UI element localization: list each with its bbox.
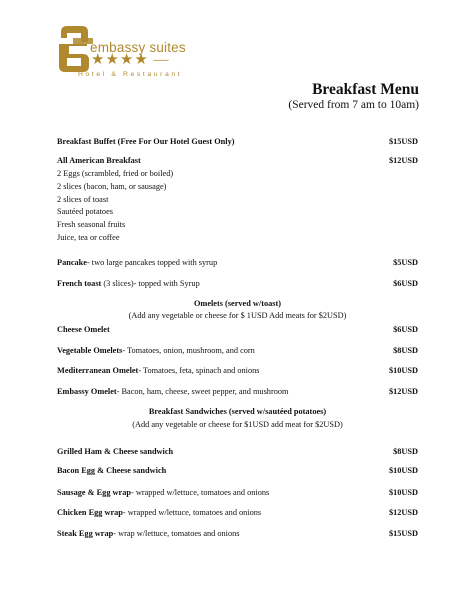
menu-item-buffet: [57, 136, 418, 147]
menu-item-bacon-egg-cheese: [57, 465, 418, 476]
menu-item-chicken-egg-wrap: [57, 507, 418, 518]
menu-item-french-toast: [57, 278, 418, 289]
item-price: $15USD: [388, 529, 418, 538]
logo-subtitle: Hotel & Restaurant: [78, 71, 183, 78]
menu-item-mediterranean-omelet: [57, 365, 418, 376]
item-desc: - Bacon, ham, cheese, sweet pepper, and mushroom: [116, 387, 289, 396]
section-note-sandwiches: (Add any vegetable or cheese for $1USD add meat for $2USD): [132, 420, 343, 429]
page-title: Breakfast Menu: [312, 81, 419, 98]
menu-item-embassy-omelet: [57, 386, 418, 397]
menu-item-all-american: [57, 155, 418, 166]
menu-item-sausage-egg-wrap: [57, 487, 418, 498]
item-desc: (3 slices)- topped with Syrup: [101, 279, 200, 288]
list-item: Sautéed potatoes: [57, 207, 113, 216]
item-name: Cheese Omelet: [57, 325, 110, 334]
item-name: Mediterranean Omelet: [57, 366, 139, 375]
section-heading-sandwiches: Breakfast Sandwiches (served w/sautéed potatoes): [148, 407, 327, 416]
item-price: $10USD: [388, 488, 418, 497]
item-price: $5USD: [393, 258, 418, 267]
item-name: Embassy Omelet: [57, 387, 117, 396]
item-name: Vegetable Omelets: [57, 346, 123, 355]
item-price: $8USD: [393, 346, 418, 355]
menu-item-vegetable-omelet: [57, 345, 418, 356]
menu-item-pancake: [57, 257, 418, 268]
list-item: 2 slices (bacon, ham, or sausage): [57, 182, 167, 191]
item-name: Grilled Ham & Cheese sandwich: [57, 447, 174, 456]
logo-stars: ★★★★ —: [91, 52, 170, 68]
list-item: Fresh seasonal fruits: [57, 220, 126, 229]
item-desc: - Tomatoes, feta, spinach and onions: [138, 366, 260, 375]
item-desc: - wrapped w/lettuce, tomatoes and onions: [122, 508, 262, 517]
page-subtitle: (Served from 7 am to 10am): [288, 99, 419, 111]
item-desc: - two large pancakes topped with syrup: [86, 258, 218, 267]
list-item: Juice, tea or coffee: [57, 233, 120, 242]
item-price: $8USD: [393, 447, 418, 456]
item-name: Breakfast Buffet (Free For Our Hotel Guest Only): [57, 137, 235, 146]
item-price: $10USD: [388, 466, 418, 475]
menu-item-cheese-omelet: [57, 324, 418, 335]
item-price: $12USD: [388, 156, 418, 165]
item-desc: - wrap w/lettuce, tomatoes and onions: [113, 529, 240, 538]
list-item: 2 slices of toast: [57, 195, 109, 204]
item-price: $15USD: [388, 137, 418, 146]
list-item: 2 Eggs (scrambled, fried or boiled): [57, 169, 174, 178]
item-name: Bacon Egg & Cheese sandwich: [57, 466, 167, 475]
section-note-omelets: (Add any vegetable or cheese for $ 1USD Add meats for $2USD): [128, 311, 347, 320]
item-price: $12USD: [388, 508, 418, 517]
menu-item-grilled-ham-cheese: [57, 446, 418, 457]
item-price: $12USD: [388, 387, 418, 396]
item-desc: - Tomatoes, onion, mushroom, and corn: [122, 346, 255, 355]
item-desc: - wrapped w/lettuce, tomatoes and onions: [131, 488, 270, 497]
menu-item-steak-egg-wrap: [57, 528, 418, 539]
item-price: $6USD: [393, 325, 418, 334]
logo-name: embassy suites: [90, 40, 186, 55]
item-price: $10USD: [388, 366, 418, 375]
section-heading-omelets: Omelets (served w/toast): [193, 299, 282, 308]
item-name: Sausage & Egg wrap: [57, 488, 131, 497]
item-name: Pancake: [57, 258, 87, 267]
item-name: All American Breakfast: [57, 156, 141, 165]
item-name: Steak Egg wrap: [57, 529, 114, 538]
item-price: $6USD: [393, 279, 418, 288]
item-name: Chicken Egg wrap: [57, 508, 123, 517]
item-name: French toast: [57, 279, 102, 288]
